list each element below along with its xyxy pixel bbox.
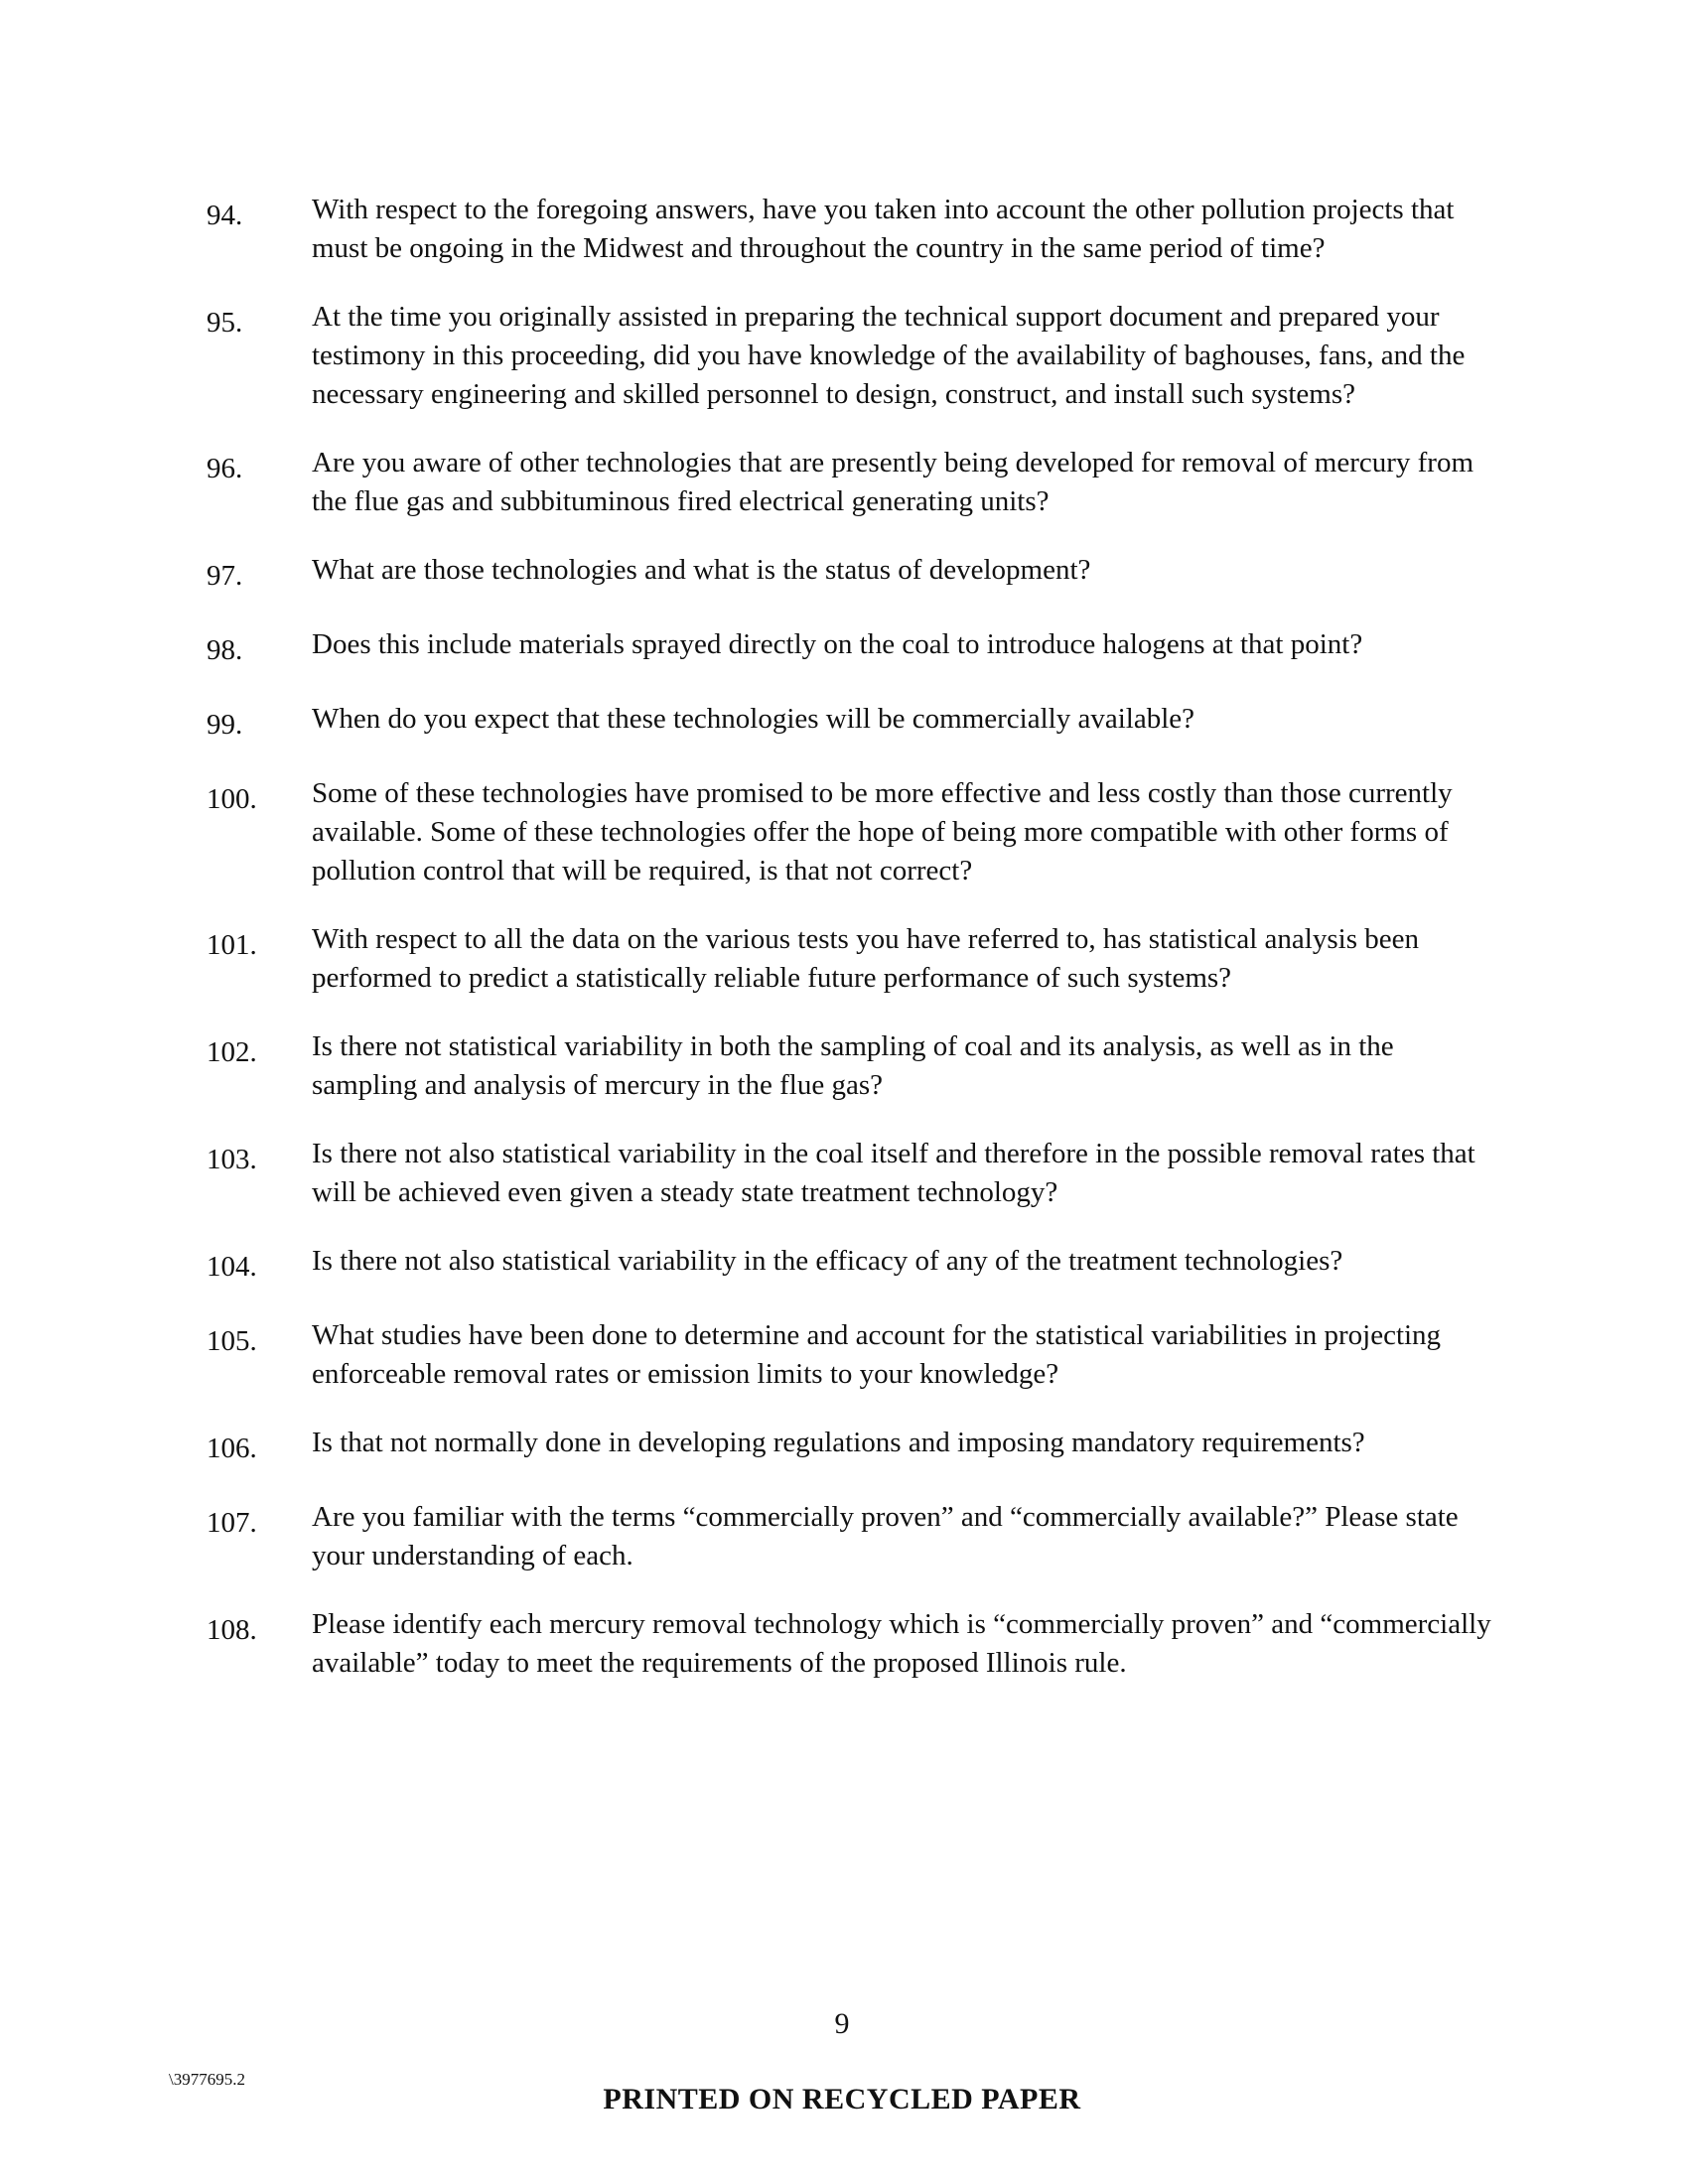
question-number: 100. [207, 783, 257, 815]
question-text: Some of these technologies have promised to be more effective and less costly than those currently available. Some of these technologies offer the hope of being more compatible with other forms of pollution control that will be required, is that not correct? [312, 777, 1453, 887]
question-number: 96. [207, 453, 243, 484]
question-number: 104. [207, 1251, 257, 1283]
question-number: 103. [207, 1144, 257, 1175]
question-text: Are you aware of other technologies that are presently being developed for removal of mercury from the flue gas and subbituminous fired electrical generating units? [312, 447, 1474, 517]
list-item [207, 551, 1497, 596]
list-item [207, 625, 1497, 670]
question-text: At the time you originally assisted in preparing the technical support document and prepared your testimony in this proceeding, did you have knowledge of the availability of baghouses, fans, and the necessary engineering and skilled personnel to design, construct, and install such systems? [312, 301, 1466, 410]
question-text: What are those technologies and what is the status of development? [312, 554, 1091, 586]
question-number: 101. [207, 929, 257, 961]
list-item [207, 1498, 1497, 1575]
list-item [207, 774, 1497, 890]
question-text: Is there not also statistical variability in the coal itself and therefore in the possible removal rates that will be achieved even given a steady state treatment technology? [312, 1138, 1475, 1208]
list-item [207, 1424, 1497, 1468]
question-text: Are you familiar with the terms “commercially proven” and “commercially available?” Please state your understanding of each. [312, 1501, 1459, 1571]
list-item [207, 1316, 1497, 1394]
list-item [207, 191, 1497, 268]
document-id: \3977695.2 [169, 2070, 245, 2089]
question-text: Is there not statistical variability in both the sampling of coal and its analysis, as well as in the sampling and analysis of mercury in the flue gas? [312, 1030, 1394, 1101]
question-number: 107. [207, 1507, 257, 1539]
question-text: What studies have been done to determine and account for the statistical variabilities in projecting enforceable removal rates or emission limits to your knowledge? [312, 1319, 1442, 1390]
question-text: Is that not normally done in developing regulations and imposing mandatory requirements? [312, 1427, 1365, 1458]
question-number: 102. [207, 1036, 257, 1068]
question-text: Please identify each mercury removal technology which is “commercially proven” and “commercially available” today to meet the requirements of the proposed Illinois rule. [312, 1608, 1491, 1679]
question-number: 105. [207, 1325, 257, 1357]
list-item [207, 1027, 1497, 1105]
list-item [207, 1605, 1497, 1683]
question-number: 99. [207, 709, 243, 741]
question-text: Does this include materials sprayed directly on the coal to introduce halogens at that point? [312, 628, 1363, 660]
list-item [207, 1242, 1497, 1287]
question-number: 97. [207, 560, 243, 592]
footer-recycled-paper: PRINTED ON RECYCLED PAPER [603, 2083, 1081, 2116]
question-text: With respect to the foregoing answers, have you taken into account the other pollution projects that must be ongoing in the Midwest and throughout the country in the same period of time? [312, 194, 1455, 264]
question-number: 106. [207, 1433, 257, 1464]
question-number: 108. [207, 1614, 257, 1646]
question-text: When do you expect that these technologies will be commercially available? [312, 703, 1195, 735]
question-text: Is there not also statistical variability in the efficacy of any of the treatment technologies? [312, 1245, 1343, 1277]
question-text: With respect to all the data on the various tests you have referred to, has statistical analysis been performed to predict a statistically reliable future performance of such systems? [312, 923, 1419, 994]
list-item [207, 1135, 1497, 1212]
question-number: 94. [207, 200, 243, 231]
question-list [207, 191, 1497, 1712]
list-item [207, 298, 1497, 414]
list-item [207, 920, 1497, 998]
question-number: 98. [207, 634, 243, 666]
page-number: 9 [834, 2007, 850, 2040]
list-item [207, 700, 1497, 745]
question-number: 95. [207, 307, 243, 339]
list-item [207, 444, 1497, 521]
